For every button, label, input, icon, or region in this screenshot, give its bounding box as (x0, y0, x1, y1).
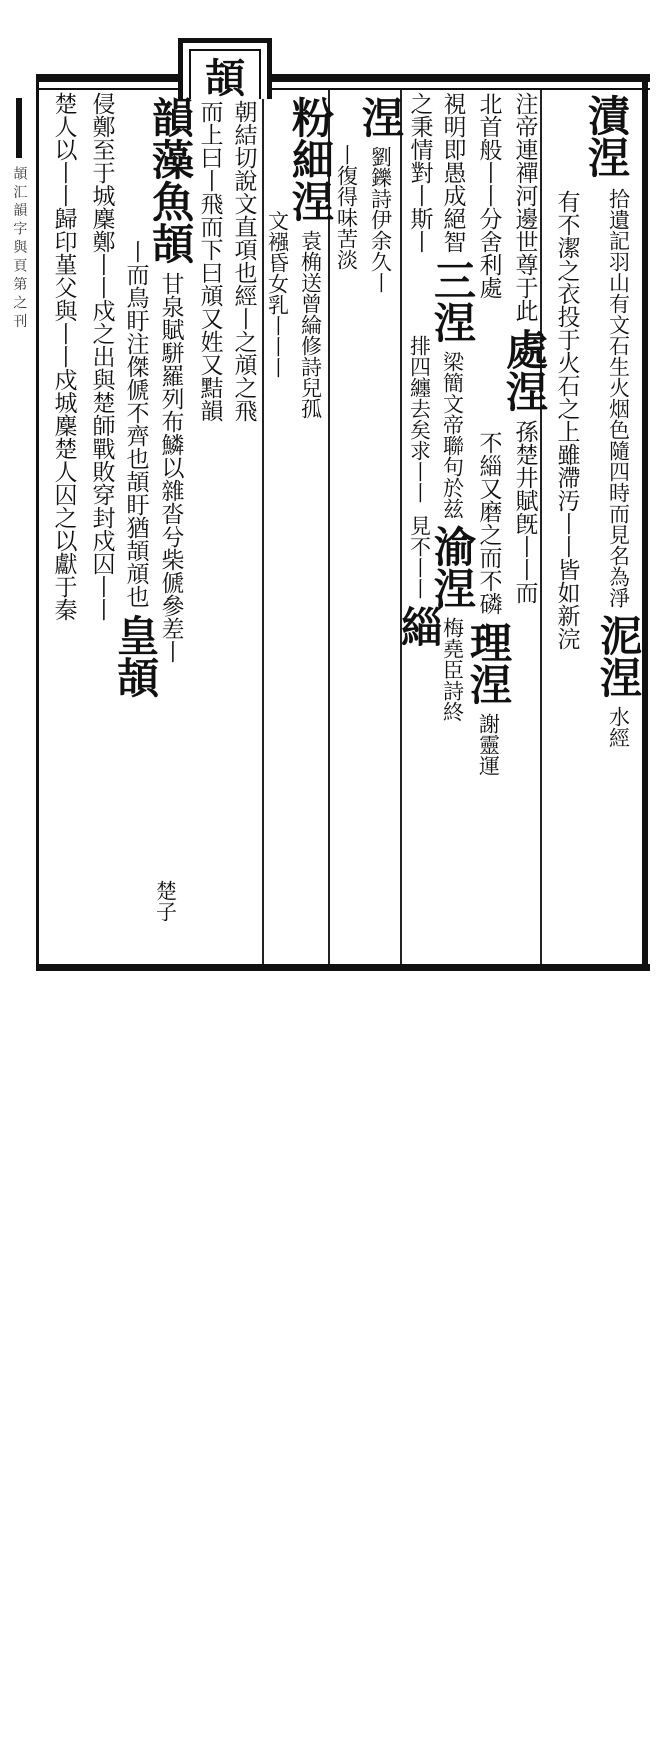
entry-head: 韻藻魚頡 (146, 96, 195, 264)
text-column (264, 210, 290, 1076)
entry-text: 朝結切說文直項也經丨之頏之飛 (230, 100, 257, 422)
entry-head: 漬涅 (588, 92, 631, 183)
entry-text: 孫楚井賦旣丨丨而 (511, 420, 538, 604)
entry-text: 謝靈運 (476, 713, 501, 776)
entry-text: 之秉情對丨斯丨 (406, 92, 433, 253)
entry-text: 有不潔之衣投于火石之上雖滯汚丨丨皆如新浣 (553, 190, 580, 650)
entry-head: 三涅 (428, 259, 477, 343)
column-separator (400, 90, 402, 964)
entry-text: 見不丨丨 (407, 515, 432, 599)
entry-text: 楚子 (153, 880, 178, 922)
top-border-thin (36, 88, 650, 90)
entry-text: 排四纏去矣求丨丨 (407, 335, 432, 503)
entry-head: 緇 (395, 605, 444, 647)
entry-head: 涅 (356, 96, 405, 138)
text-column (332, 144, 360, 1010)
text-column (428, 92, 477, 958)
entry-text: 而上曰丨飛而下曰頏又姓又黠韻 (196, 100, 223, 422)
entry-text: 視明即愚成絕智 (439, 92, 466, 253)
text-column (111, 240, 160, 1106)
text-column (146, 92, 195, 958)
margin-bar (16, 98, 22, 158)
title-tab-text: 頡 (189, 49, 261, 99)
entry-text: 楚人以丨丨歸印堇父與丨丨戍城麇楚人囚之以獻于秦 (50, 92, 77, 621)
entry-head: 泥涅 (594, 614, 643, 698)
entry-text: 注帝連禪河邊世尊于此 (511, 92, 538, 322)
entry-text: 丨復得味苦淡 (334, 144, 359, 270)
entry-text: 梁簡文帝聯句於兹 (440, 351, 465, 519)
entry-text: 劉鑠詩伊余久丨 (368, 146, 393, 293)
entry-head: 皇頡 (111, 614, 160, 698)
text-column (548, 190, 584, 1056)
entry-head: 渝涅 (428, 525, 477, 609)
entry-head: 處涅 (500, 328, 549, 412)
entry-text: 拾遺記羽山有文石生火烟色隨四時而見名為淨 (606, 188, 631, 608)
top-border (36, 74, 650, 82)
margin-column (4, 90, 34, 964)
entry-text: 梅堯臣詩終 (440, 617, 465, 722)
entry-text: 甘泉賦駢羅列布鱗以雜沓兮柴傂參差丨 (157, 272, 184, 663)
title-tab (178, 38, 272, 102)
entry-text: 袁桷送曾綸修詩兒孤 (298, 230, 323, 419)
text-column (226, 100, 260, 966)
text-column (286, 92, 335, 958)
entry-text: 不緇又磨之而不磷 (475, 431, 502, 615)
entry-text: 北首般丨丨分舍利處 (475, 92, 502, 299)
entry-text: 文襁昏女乳丨丨丨 (265, 210, 290, 378)
text-column (588, 92, 648, 958)
text-column (356, 92, 405, 958)
text-column (192, 100, 226, 966)
text-column (500, 92, 549, 958)
text-column (46, 92, 80, 958)
entry-head: 粉細涅 (286, 96, 335, 222)
text-column (150, 880, 180, 1746)
entry-text: 侵鄭至于城麇鄭丨丨戍之出與楚師戰敗穿封戍囚丨丨 (88, 92, 115, 621)
entry-text: 水經 (606, 706, 631, 748)
margin-text: 頡 汇 韻 字 與 頁 第 之 刊 (11, 166, 28, 328)
entry-text: 丨而鳥盱注傑傂不齊也頡盱猶頡頏也 (122, 240, 149, 608)
text-column (84, 92, 118, 958)
left-border (36, 74, 39, 971)
text-column (395, 92, 444, 958)
entry-head: 理涅 (464, 621, 513, 705)
